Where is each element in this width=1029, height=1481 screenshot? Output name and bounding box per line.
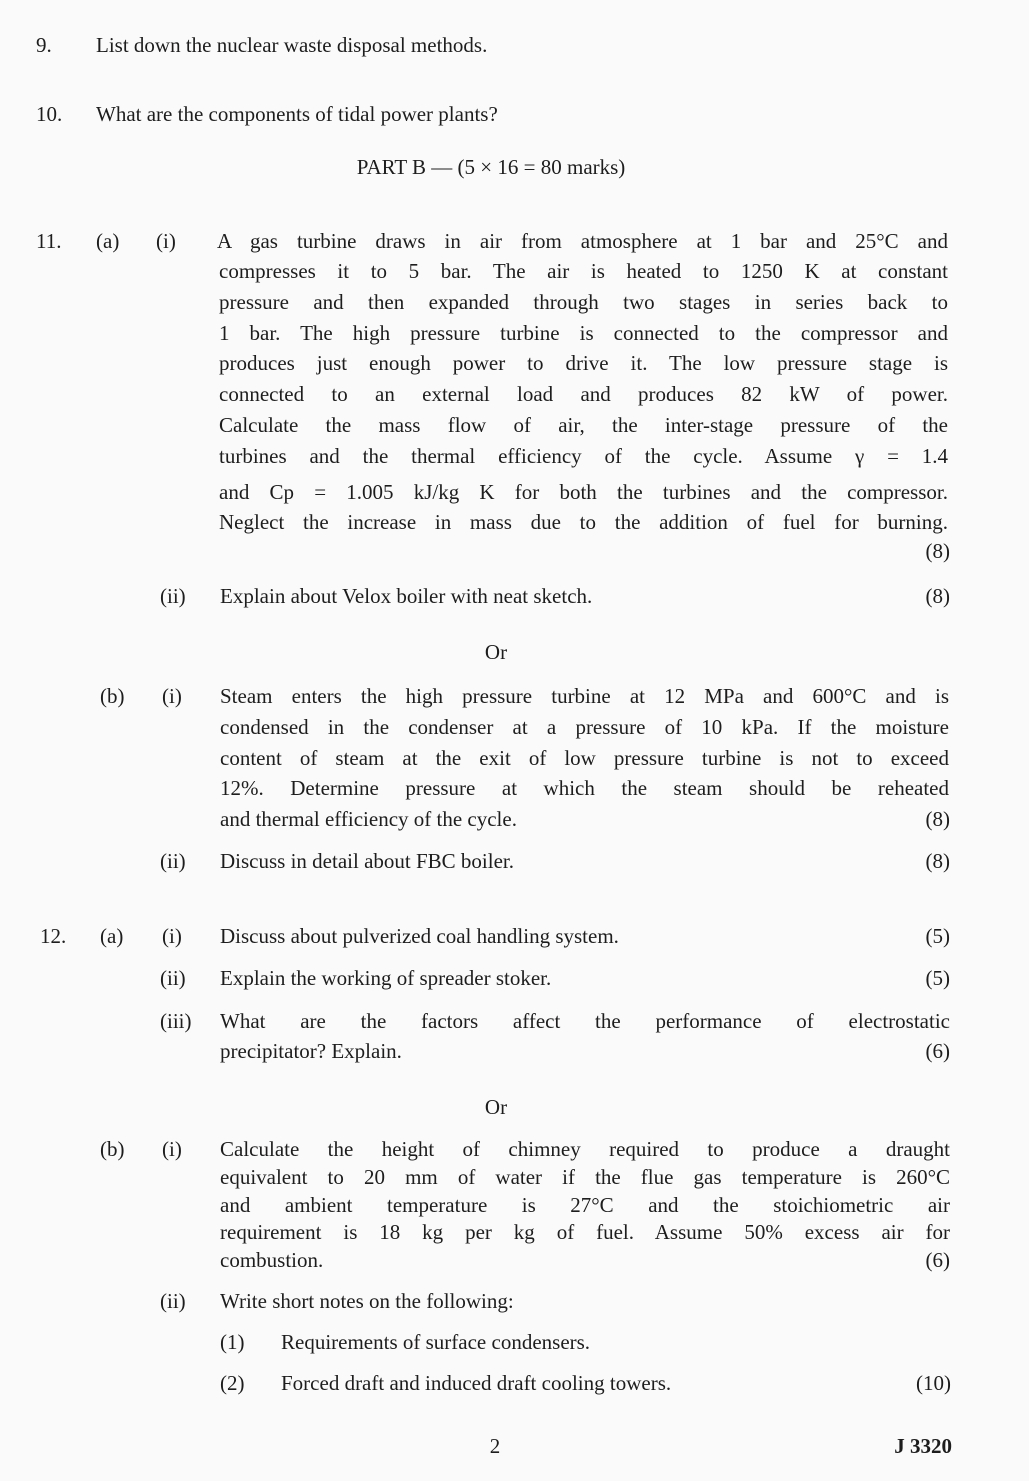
subpart-label: (i) [156, 229, 176, 253]
subpart-label: (i) [162, 1137, 182, 1161]
marks: (10) [916, 1371, 951, 1395]
list-item: Forced draft and induced draft cooling towers. [281, 1371, 672, 1395]
marks: (5) [925, 924, 950, 948]
text-line: Steam enters the high pressure turbine at 12 MPa and 600°C and is [220, 684, 949, 708]
list-item-label: (1) [220, 1330, 245, 1354]
question-text: Write short notes on the following: [220, 1289, 514, 1313]
marks: (8) [925, 849, 950, 873]
text-line: pressure and then expanded through two stages in series back to [219, 290, 948, 314]
text-line: compresses it to 5 bar. The air is heated to 1250 K at constant [219, 259, 948, 283]
text-line: content of steam at the exit of low pressure turbine is not to exceed [220, 746, 949, 770]
text-line: precipitator? Explain. [220, 1039, 402, 1063]
subpart-label: (ii) [160, 1289, 186, 1313]
marks: (8) [925, 807, 950, 831]
question-text: Explain about Velox boiler with neat sketch. [220, 584, 593, 608]
question-number: 12. [40, 924, 67, 948]
question-number: 9. [36, 33, 52, 57]
subpart-label: (ii) [160, 849, 186, 873]
part-label: (a) [96, 229, 120, 253]
marks: (8) [925, 584, 950, 608]
question-number: 11. [36, 229, 62, 253]
question-text: Explain the working of spreader stoker. [220, 966, 552, 990]
text-line: connected to an external load and produces 82 kW of power. [219, 382, 948, 406]
or-separator: Or [484, 1095, 508, 1119]
text-line: combustion. [220, 1248, 324, 1272]
list-item-label: (2) [220, 1371, 245, 1395]
subpart-label: (i) [162, 684, 182, 708]
subpart-label: (iii) [160, 1009, 192, 1033]
or-separator: Or [484, 640, 508, 664]
text-line: 12%. Determine pressure at which the steam should be reheated [220, 776, 949, 800]
question-number: 10. [36, 102, 63, 126]
subpart-label: (i) [162, 924, 182, 948]
subpart-label: (ii) [160, 584, 186, 608]
list-item: Requirements of surface condensers. [281, 1330, 591, 1354]
text-line: produces just enough power to drive it. The low pressure stage is [219, 351, 948, 375]
text-line: A gas turbine draws in air from atmosphere at 1 bar and 25°C and [217, 229, 948, 253]
question-text: List down the nuclear waste disposal methods. [96, 33, 488, 57]
document-code: J 3320 [894, 1434, 952, 1458]
text-line: Calculate the mass flow of air, the inter-stage pressure of the [219, 413, 948, 437]
text-line: condensed in the condenser at a pressure of 10 kPa. If the moisture [220, 715, 949, 739]
text-line: What are the factors affect the performance of electrostatic [220, 1009, 950, 1033]
text-line: and ambient temperature is 27°C and the stoichiometric air [220, 1193, 950, 1217]
question-text: What are the components of tidal power plants? [96, 102, 498, 126]
text-line: turbines and the thermal efficiency of the cycle. Assume γ = 1.4 [219, 444, 948, 468]
part-label: (a) [100, 924, 124, 948]
part-b-heading: PART B — (5 × 16 = 80 marks) [356, 155, 626, 179]
text-line: 1 bar. The high pressure turbine is connected to the compressor and [219, 321, 948, 345]
text-line: and thermal efficiency of the cycle. [220, 807, 517, 831]
text-line: and Cp = 1.005 kJ/kg K for both the turbines and the compressor. [219, 480, 948, 504]
marks: (8) [925, 539, 950, 563]
question-text: Discuss about pulverized coal handling system. [220, 924, 619, 948]
part-label: (b) [100, 1137, 125, 1161]
marks: (5) [925, 966, 950, 990]
text-line: requirement is 18 kg per kg of fuel. Assume 50% excess air for [220, 1220, 950, 1244]
text-line: Calculate the height of chimney required to produce a draught [220, 1137, 950, 1161]
marks: (6) [925, 1039, 950, 1063]
page-number: 2 [489, 1434, 501, 1458]
text-line: Neglect the increase in mass due to the addition of fuel for burning. [219, 510, 948, 534]
marks: (6) [925, 1248, 950, 1272]
part-label: (b) [100, 684, 125, 708]
subpart-label: (ii) [160, 966, 186, 990]
question-text: Discuss in detail about FBC boiler. [220, 849, 514, 873]
text-line: equivalent to 20 mm of water if the flue gas temperature is 260°C [220, 1165, 950, 1189]
